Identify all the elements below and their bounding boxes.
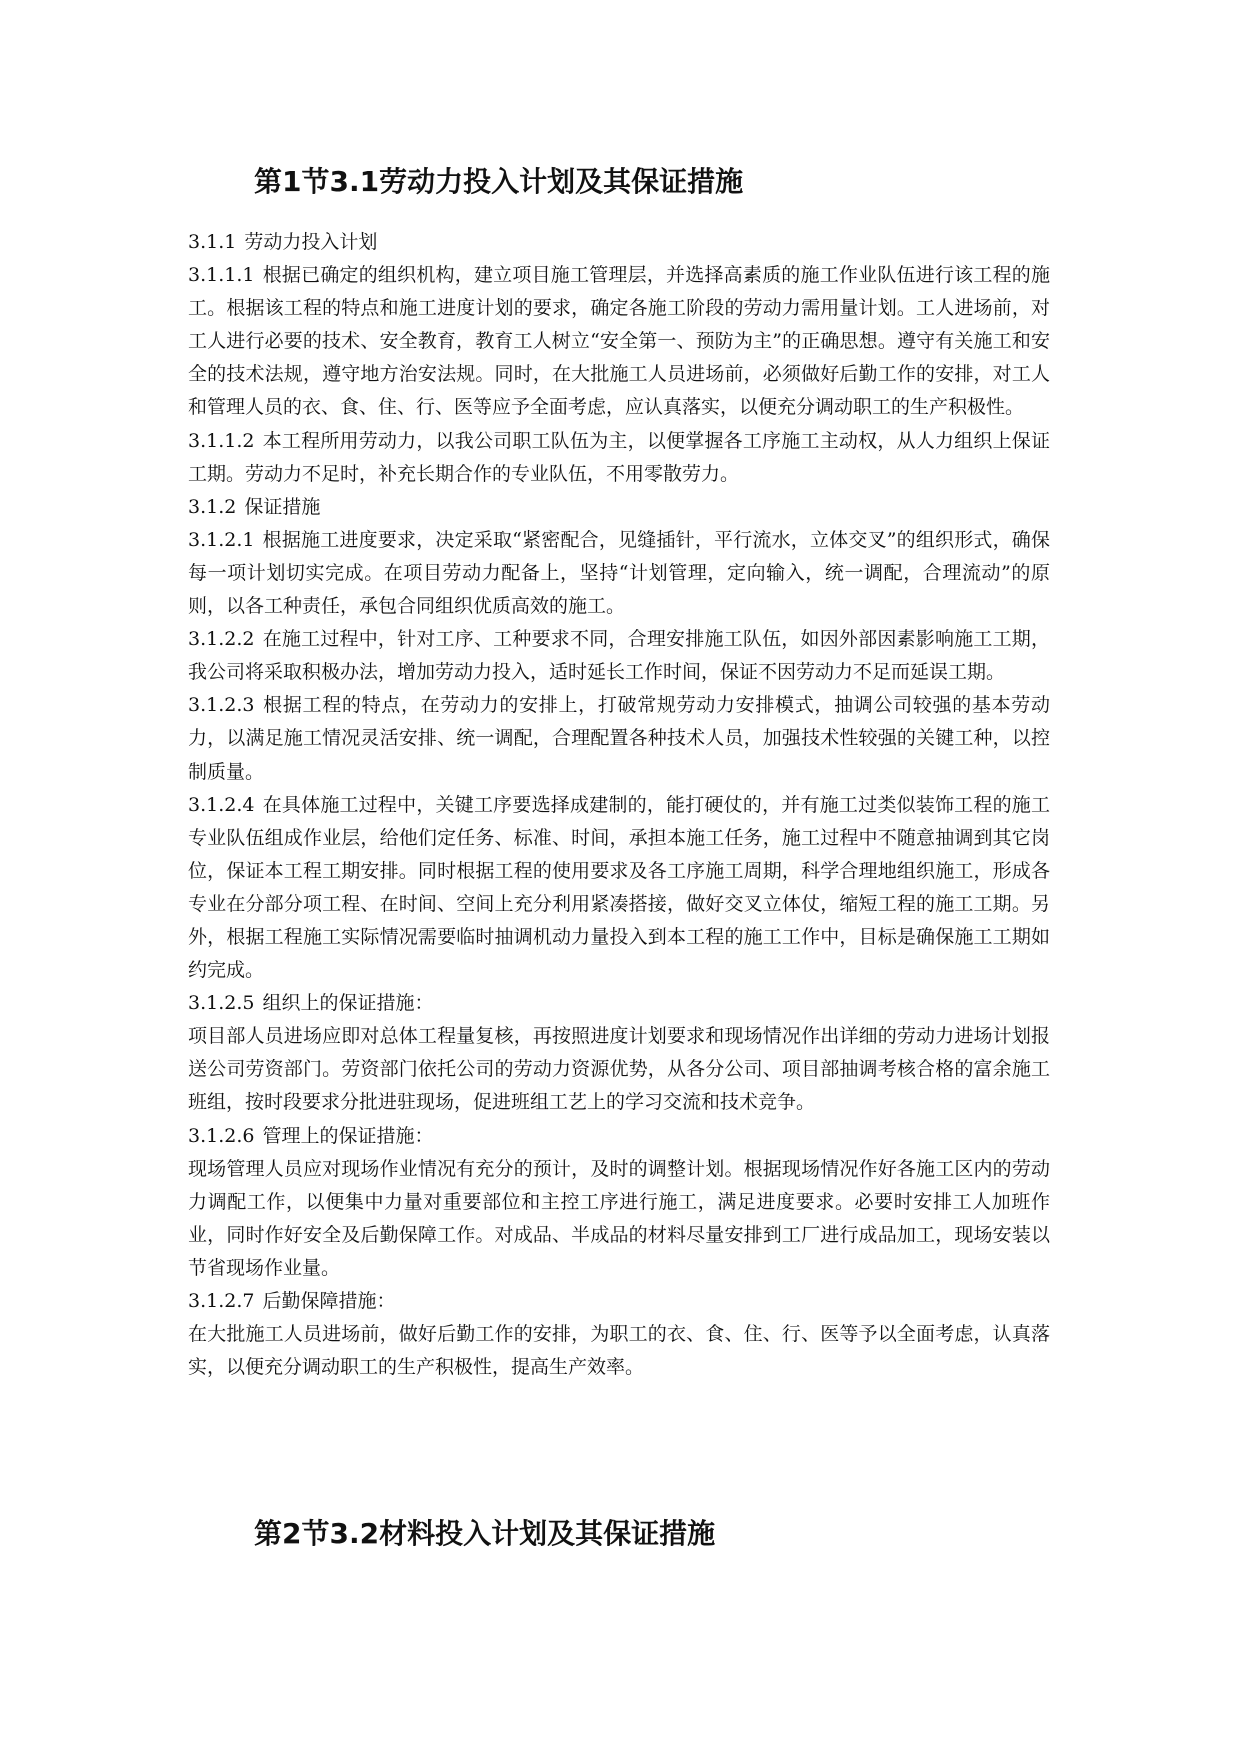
paragraph-text: 组织上的保证措施： (262, 992, 434, 1015)
clause-number: 3.1.2.6 (188, 1124, 255, 1147)
paragraph (188, 789, 1050, 988)
paragraph-text: 在施工过程中，针对工序、工种要求不同，合理安排施工队伍，如因外部因素影响施工工期，我公司将采取积极办法，增加劳动力投入，适时延长工作时间，保证不因劳动力不足而延误工期。 (188, 628, 1050, 684)
clause-number: 3.1.2.5 (188, 992, 255, 1015)
paragraph (188, 623, 1050, 689)
clause-number: 3.1.2.1 (188, 528, 255, 551)
paragraph-text: 本工程所用劳动力，以我公司职工队伍为主，以便掌握各工序施工主动权，从人力组织上保证工期。劳动力不足时，补充长期合作的专业队伍，不用零散劳力。 (188, 429, 1050, 485)
paragraph-text: 在大批施工人员进场前，做好后勤工作的安排，为职工的衣、食、住、行、医等予以全面考虑，认真落实，以便充分调动职工的生产积极性，提高生产效率。 (188, 1323, 1050, 1379)
paragraph-text: 项目部人员进场应即对总体工程量复核，再按照进度计划要求和现场情况作出详细的劳动力进场计划报送公司劳资部门。劳资部门依托公司的劳动力资源优势，从各分公司、项目部抽调考核合格的富余施工班组，按时段要求分批进驻现场，促进班组工艺上的学习交流和技术竞争。 (188, 1025, 1050, 1114)
clause-number: 3.1.1.1 (188, 264, 255, 287)
paragraph (188, 1318, 1050, 1384)
paragraph-text: 保证措施 (244, 495, 321, 518)
section-heading-3-2: 第2节3.2材料投入计划及其保证措施 (254, 1517, 716, 1550)
paragraph-text: 后勤保障措施： (262, 1290, 396, 1312)
paragraph (188, 1020, 1050, 1119)
paragraph (188, 987, 1050, 1020)
paragraph (188, 524, 1050, 623)
paragraph (188, 226, 1050, 259)
paragraph (188, 425, 1050, 491)
paragraph-text: 根据施工进度要求，决定采取“紧密配合，见缝插针，平行流水，立体交叉”的组织形式，确保每一项计划切实完成。在项目劳动力配备上，坚持“计划管理，定向输入，统一调配，合理流动”的原则，以各工种责任，承包合同组织优质高效的施工。 (188, 528, 1050, 618)
clause-number: 3.1.1.2 (188, 429, 255, 452)
paragraph-text: 根据工程的特点，在劳动力的安排上，打破常规劳动力安排模式，抽调公司较强的基本劳动力，以满足施工情况灵活安排、统一调配，合理配置各种技术人员，加强技术性较强的关键工种，以控制质量。 (188, 694, 1050, 783)
paragraph (188, 1153, 1050, 1285)
clause-number: 3.1.2 (188, 495, 237, 518)
paragraph (188, 689, 1050, 788)
section-heading-3-1: 第1节3.1劳动力投入计划及其保证措施 (254, 165, 744, 198)
paragraph-text: 管理上的保证措施： (262, 1124, 434, 1147)
paragraph (188, 1285, 1050, 1318)
clause-number: 3.1.2.7 (188, 1290, 255, 1312)
section-body (188, 226, 1050, 1384)
paragraph-text: 劳动力投入计划 (244, 231, 378, 253)
clause-number: 3.1.2.4 (188, 793, 255, 816)
paragraph (188, 491, 1050, 524)
clause-number: 3.1.2.2 (188, 628, 255, 651)
paragraph (188, 1120, 1050, 1153)
clause-number: 3.1.2.3 (188, 694, 255, 717)
paragraph-text: 在具体施工过程中，关键工序要选择成建制的，能打硬仗的，并有施工过类似装饰工程的施工专业队伍组成作业层，给他们定任务、标准、时间，承担本施工任务，施工过程中不随意抽调到其它岗位，保证本工程工期安排。同时根据工程的使用要求及各工序施工周期，科学合理地组织施工，形成各专业在分部分项工程、在时间、空间上充分利用紧凑搭接，做好交叉立体仗，缩短工程的施工工期。另外，根据工程施工实际情况需要临时抽调机动力量投入到本工程的施工工作中，目标是确保施工工期如约完成。 (188, 793, 1050, 982)
clause-number: 3.1.1 (188, 231, 237, 253)
paragraph-text: 根据已确定的组织机构，建立项目施工管理层，并选择高素质的施工作业队伍进行该工程的施工。根据该工程的特点和施工进度计划的要求，确定各施工阶段的劳动力需用量计划。工人进场前，对工人进行必要的技术、安全教育，教育工人树立“安全第一、预防为主”的正确思想。遵守有关施工和安全的技术法规，遵守地方治安法规。同时，在大批施工人员进场前，必须做好后勤工作的安排，对工人和管理人员的衣、食、住、行、医等应予全面考虑，应认真落实，以便充分调动职工的生产积极性。 (188, 264, 1050, 419)
paragraph (188, 259, 1050, 424)
paragraph-text: 现场管理人员应对现场作业情况有充分的预计，及时的调整计划。根据现场情况作好各施工区内的劳动力调配工作，以便集中力量对重要部位和主控工序进行施工，满足进度要求。必要时安排工人加班作业，同时作好安全及后勤保障工作。对成品、半成品的材料尽量安排到工厂进行成品加工，现场安装以节省现场作业量。 (188, 1157, 1050, 1279)
